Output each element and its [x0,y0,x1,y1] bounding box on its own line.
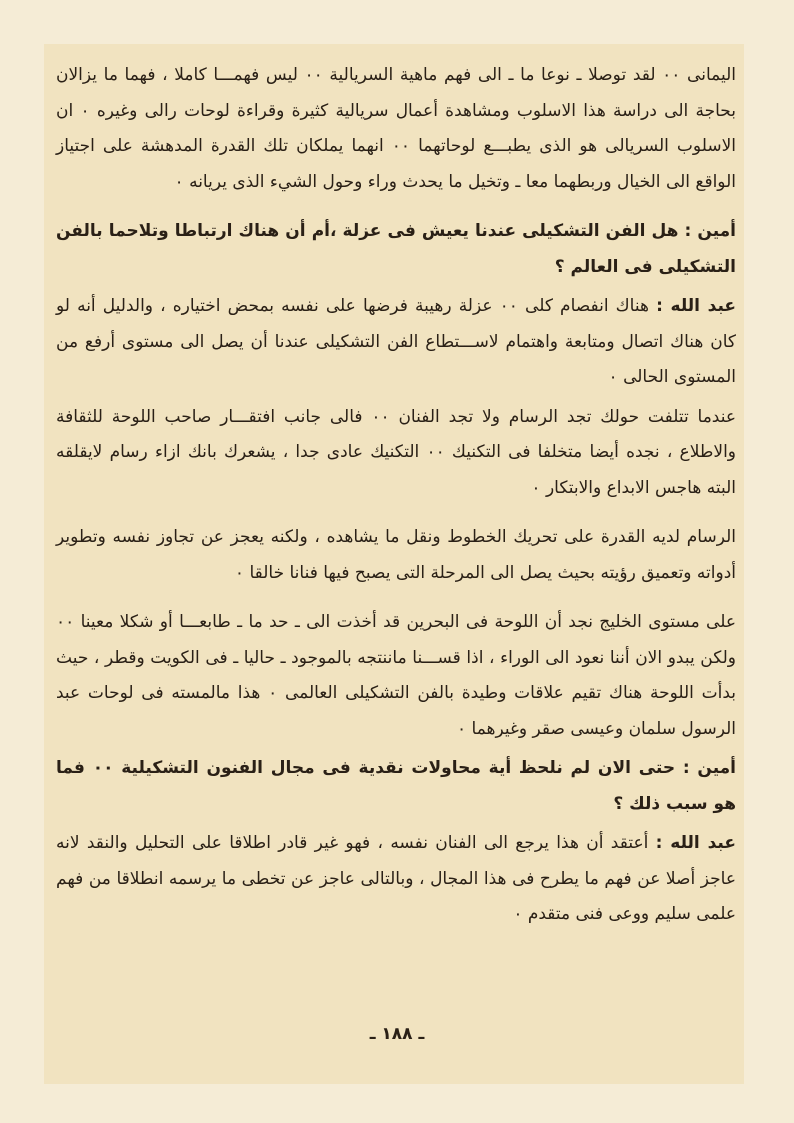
paragraph-1: اليمانى ٠٠ لقد توصلا ـ نوعا ما ـ الى فهم ماهية السريالية ٠٠ ليس فهمـــا كاملا ، فهما ما يزالان بحاجة الى دراسة هذا الاسلوب ومشاهدة أعمال سريالية كثيرة وقراءة لوحات رالى وغيره ٠ ان الاسلوب السريالى هو الذى يطبـــع لوحاتهما ٠٠ انهما يملكان تلك القدرة المدهشة على اجتياز الواقع الى الخيال وربطهما معا ـ وتخيل ما يحدث وراء وحول الشيء الذى يريانه ٠ [56,65,737,192]
text-block [56,58,736,947]
paragraph-5: الرسام لديه القدرة على تحريك الخطوط ونقل ما يشاهده ، ولكنه يعجز عن تجاوز نفسه وتطوير أدواته وتعميق رؤيته بحيث يصل الى المرحلة التى يصبح فيها فنانا خالقا ٠ [56,527,736,583]
interview-question-1: أمين : هل الفن التشكيلى عندنا يعيش فى عزلة ،أم أن هناك ارتباطا وتلاحما بالفن التشكيلى فى العالم ؟ [56,221,736,277]
page-number: ـ ١٨٨ ـ [369,1024,425,1044]
paragraph-6: على مستوى الخليج نجد أن اللوحة فى البحرين قد أخذت الى ـ حد ما ـ طابعـــا أو شكلا معينا ٠٠ ولكن يبدو الان أننا نعود الى الوراء ، اذا قســـنا ماننتجه بالموجود ـ حاليا ـ فى الكويت وقطر ، حيث بدأت اللوحة هناك تقيم علاقات وطيدة بالفن التشكيلى العالمى ٠ هذا مالمسته فى لوحات عبد الرسول سلمان وعيسى صقر وغيرهما ٠ [56,612,736,739]
paragraph-4: عندما تتلفت حولك تجد الرسام ولا تجد الفنان ٠٠ فالى جانب افتقـــار صاحب اللوحة للثقافة والاطلاع ، نجده أيضا متخلفا فى التكنيك ٠٠ التكنيك عادى جدا ، يشعرك بانك ازاء رسام لايقلقه البته هاجس الابداع والابتكار ٠ [56,406,737,498]
speaker-name: عبد الله : [655,833,736,853]
interview-answer-2: عبد الله : أعتقد أن هذا يرجع الى الفنان نفسه ، فهو غير قادر اطلاقا على التحليل والنقد لانه عاجز أصلا عن فهم ما يطرح فى هذا المجال ، وبالتالى عاجز عن تخطى ما يرسمه انطلاقا من فهم علمى سليم ووعى فنى متقدم ٠ [56,833,736,924]
speaker-name: عبد الله : [656,296,737,316]
interview-answer-1: عبد الله : هناك انفصام كلى ٠٠ عزلة رهيبة فرضها على نفسه بمحض اختياره ، والدليل أنه لو كان هناك اتصال ومتابعة واهتمام لاســـتطاع الفن التشكيلى عندنا أن يصل الى مستوى أرفع من المستوى الحالى ٠ [56,296,737,387]
interview-question-2: أمين : حتى الان لم نلحظ أية محاولات نقدية فى مجال الفنون التشكيلية ٠٠ فما هو سبب ذلك ؟ [56,758,736,814]
